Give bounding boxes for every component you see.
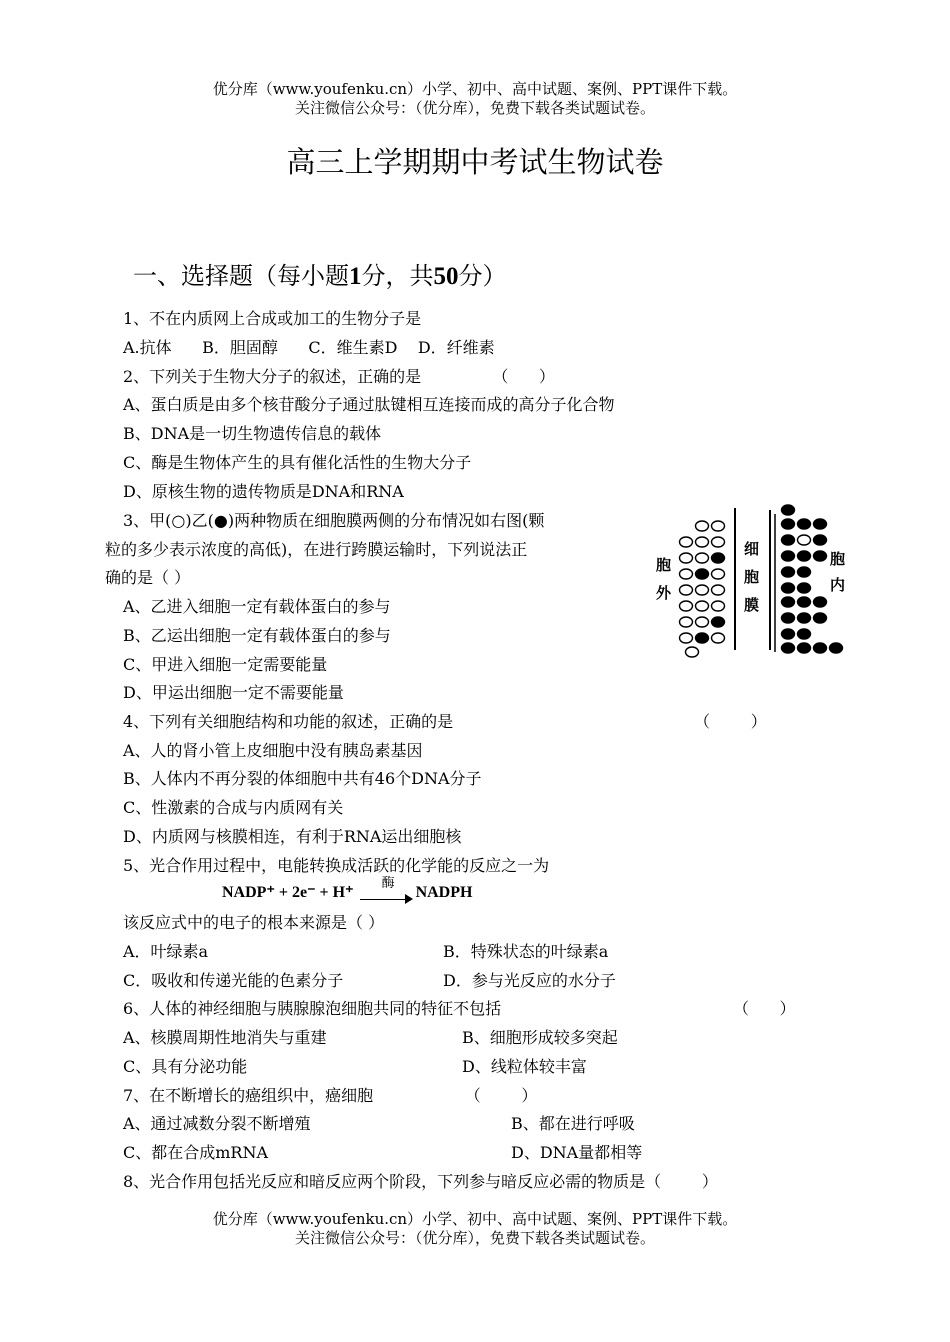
label-membrane-2: 胞 <box>744 568 760 586</box>
q3-option-a: A、乙进入细胞一定有载体蛋白的参与 <box>123 597 391 616</box>
equation-arrow <box>360 876 410 904</box>
footer-line-1: 优分库（www.youfenku.cn）小学、初中、高中试题、案例、PPT课件下载。 <box>212 1210 738 1228</box>
q8-stem: 8、光合作用包括光反应和暗反应两个阶段，下列参与暗反应必需的物质是（ ） <box>123 1172 718 1191</box>
membrane-diagram-svg <box>652 500 852 660</box>
q7-option-b: B、都在进行呼吸 <box>511 1114 635 1133</box>
substance-b-dot <box>798 551 811 561</box>
substance-b-dot <box>814 519 827 529</box>
substance-a-dot <box>798 535 811 545</box>
substance-a-dot <box>712 537 725 547</box>
section-count: 1 <box>349 263 362 290</box>
substance-b-dot <box>798 597 811 607</box>
substance-b-dot <box>782 613 795 623</box>
substance-a-dot <box>712 633 725 643</box>
substance-b-dot <box>798 519 811 529</box>
q5-option-c: C．吸收和传递光能的色素分子 <box>123 971 344 990</box>
q4-option-c: C、性激素的合成与内质网有关 <box>123 798 344 817</box>
enzyme-label: 酶 <box>381 876 395 891</box>
q2-option-d: D、原核生物的遗传物质是DNA和RNA <box>123 482 404 501</box>
q7-option-c: C、都在合成mRNA <box>123 1143 269 1162</box>
substance-b-dot <box>782 505 795 515</box>
q5-option-d: D．参与光反应的水分子 <box>443 971 616 990</box>
substance-a-dot <box>686 647 699 657</box>
substance-b-dot <box>814 613 827 623</box>
header-line-1: 优分库（www.youfenku.cn）小学、初中、高中试题、案例、PPT课件下载。 <box>212 80 738 98</box>
q6-stem: 6、人体的神经细胞与胰腺腺泡细胞共同的特征不包括 <box>123 999 502 1018</box>
equation-left: NADP⁺ + 2e⁻ + H⁺ <box>222 884 354 901</box>
substance-a-dot <box>712 585 725 595</box>
substance-a-dot <box>696 553 709 563</box>
section-heading <box>133 256 507 297</box>
section-prefix: 一、选择题（每小题 <box>133 262 349 290</box>
q3-option-c: C、甲进入细胞一定需要能量 <box>123 655 328 674</box>
substance-a-dot <box>712 601 725 611</box>
equation-right: NADPH <box>415 884 473 901</box>
q3-stem-line-2: 粒的多少表示浓度的高低)，在进行跨膜运输时，下列说法正 <box>105 540 528 559</box>
q1-options: A.抗体 B．胆固醇 C．维生素D D．纤维素 <box>123 338 495 357</box>
footer-line-2: 关注微信公众号：（优分库），免费下载各类试题试卷。 <box>294 1229 655 1247</box>
q4-answer-paren: （ ） <box>694 712 767 731</box>
label-membrane-3: 膜 <box>744 596 760 614</box>
substance-a-dot <box>696 537 709 547</box>
substance-a-dot <box>680 617 693 627</box>
q6-option-b: B、细胞形成较多突起 <box>462 1028 618 1047</box>
q5-option-b: B．特殊状态的叶绿素a <box>443 942 609 961</box>
label-outside-1: 胞 <box>656 556 672 574</box>
q3-option-d: D、甲运出细胞一定不需要能量 <box>123 683 344 702</box>
q2-option-b: B、DNA是一切生物遗传信息的载体 <box>123 424 382 443</box>
q7-option-a: A、通过减数分裂不断增殖 <box>123 1114 311 1133</box>
substance-b-dot <box>696 569 709 579</box>
substance-a-dot <box>696 585 709 595</box>
substance-b-dot <box>798 567 811 577</box>
substance-a-dot <box>712 521 725 531</box>
q4-stem: 4、下列有关细胞结构和功能的叙述，正确的是 <box>123 712 454 731</box>
substance-b-dot <box>782 519 795 529</box>
q6-option-d: D、线粒体较丰富 <box>462 1057 587 1076</box>
q4-option-a: A、人的肾小管上皮细胞中没有胰岛素基因 <box>123 741 423 760</box>
substance-b-dot <box>782 643 795 653</box>
substance-a-dot <box>680 585 693 595</box>
substance-b-dot <box>782 567 795 577</box>
substance-b-dot <box>814 597 827 607</box>
q3-stem-line-3: 确的是（ ） <box>105 568 191 587</box>
q2-option-a: A、蛋白质是由多个核苷酸分子通过肽键相互连接而成的高分子化合物 <box>123 395 615 414</box>
substance-b-dot <box>830 643 843 653</box>
q7-stem: 7、在不断增长的癌组织中，癌细胞 （ ） <box>123 1086 538 1105</box>
substance-b-dot <box>798 629 811 639</box>
q3-option-b: B、乙运出细胞一定有载体蛋白的参与 <box>123 626 391 645</box>
q7-option-d: D、DNA量都相等 <box>511 1143 643 1162</box>
q1-stem: 1、不在内质网上合成或加工的生物分子是 <box>123 309 422 328</box>
q6-option-a: A、核膜周期性地消失与重建 <box>123 1028 327 1047</box>
substance-a-dot <box>696 521 709 531</box>
q6-answer-paren: （ ） <box>733 999 796 1018</box>
substance-a-dot <box>712 569 725 579</box>
section-total: 50 <box>433 263 459 290</box>
membrane-diagram <box>652 500 852 660</box>
header-line-2: 关注微信公众号：（优分库），免费下载各类试题试卷。 <box>294 99 655 117</box>
substance-b-dot <box>782 583 795 593</box>
section-suffix: 分） <box>458 262 507 290</box>
page-title: 高三上学期期中考试生物试卷 <box>286 145 664 179</box>
substance-a-dot <box>680 601 693 611</box>
substance-a-dot <box>680 553 693 563</box>
q5-stem: 5、光合作用过程中，电能转换成活跃的化学能的反应之一为 <box>123 856 550 875</box>
substance-b-dot <box>814 535 827 545</box>
q4-option-d: D、内质网与核膜相连，有利于RNA运出细胞核 <box>123 827 462 846</box>
label-membrane-1: 细 <box>744 540 760 558</box>
substance-b-dot <box>712 553 725 563</box>
substance-b-dot <box>782 629 795 639</box>
substance-a-dot <box>680 633 693 643</box>
section-mid: 分，共 <box>361 262 434 290</box>
substance-a-dot <box>696 601 709 611</box>
q2-stem: 2、下列关于生物大分子的叙述，正确的是 （ ） <box>123 367 555 386</box>
q5-option-a: A．叶绿素a <box>123 942 209 961</box>
substance-b-dot <box>696 633 709 643</box>
label-outside-2: 外 <box>656 584 672 602</box>
substance-b-dot <box>814 643 827 653</box>
substance-b-dot <box>782 551 795 561</box>
substance-b-dot <box>798 583 811 593</box>
substance-b-dot <box>782 597 795 607</box>
q5-equation <box>222 876 473 904</box>
substance-a-dot <box>680 569 693 579</box>
q6-option-c: C、具有分泌功能 <box>123 1057 248 1076</box>
q5-subquestion: 该反应式中的电子的根本来源是（ ） <box>123 913 385 932</box>
substance-b-dot <box>814 551 827 561</box>
label-inside-2: 内 <box>830 576 846 594</box>
q2-option-c: C、酶是生物体产生的具有催化活性的生物大分子 <box>123 453 472 472</box>
outside-dots <box>680 521 725 657</box>
substance-b-dot <box>782 535 795 545</box>
label-inside-1: 胞 <box>830 550 846 568</box>
substance-a-dot <box>680 537 693 547</box>
substance-a-dot <box>696 617 709 627</box>
substance-b-dot <box>798 643 811 653</box>
q4-option-b: B、人体内不再分裂的体细胞中共有46个DNA分子 <box>123 769 482 788</box>
substance-b-dot <box>798 613 811 623</box>
q3-stem-line-1: 3、甲(○)乙(●)两种物质在细胞膜两侧的分布情况如右图(颗 <box>123 511 545 530</box>
substance-b-dot <box>712 617 725 627</box>
